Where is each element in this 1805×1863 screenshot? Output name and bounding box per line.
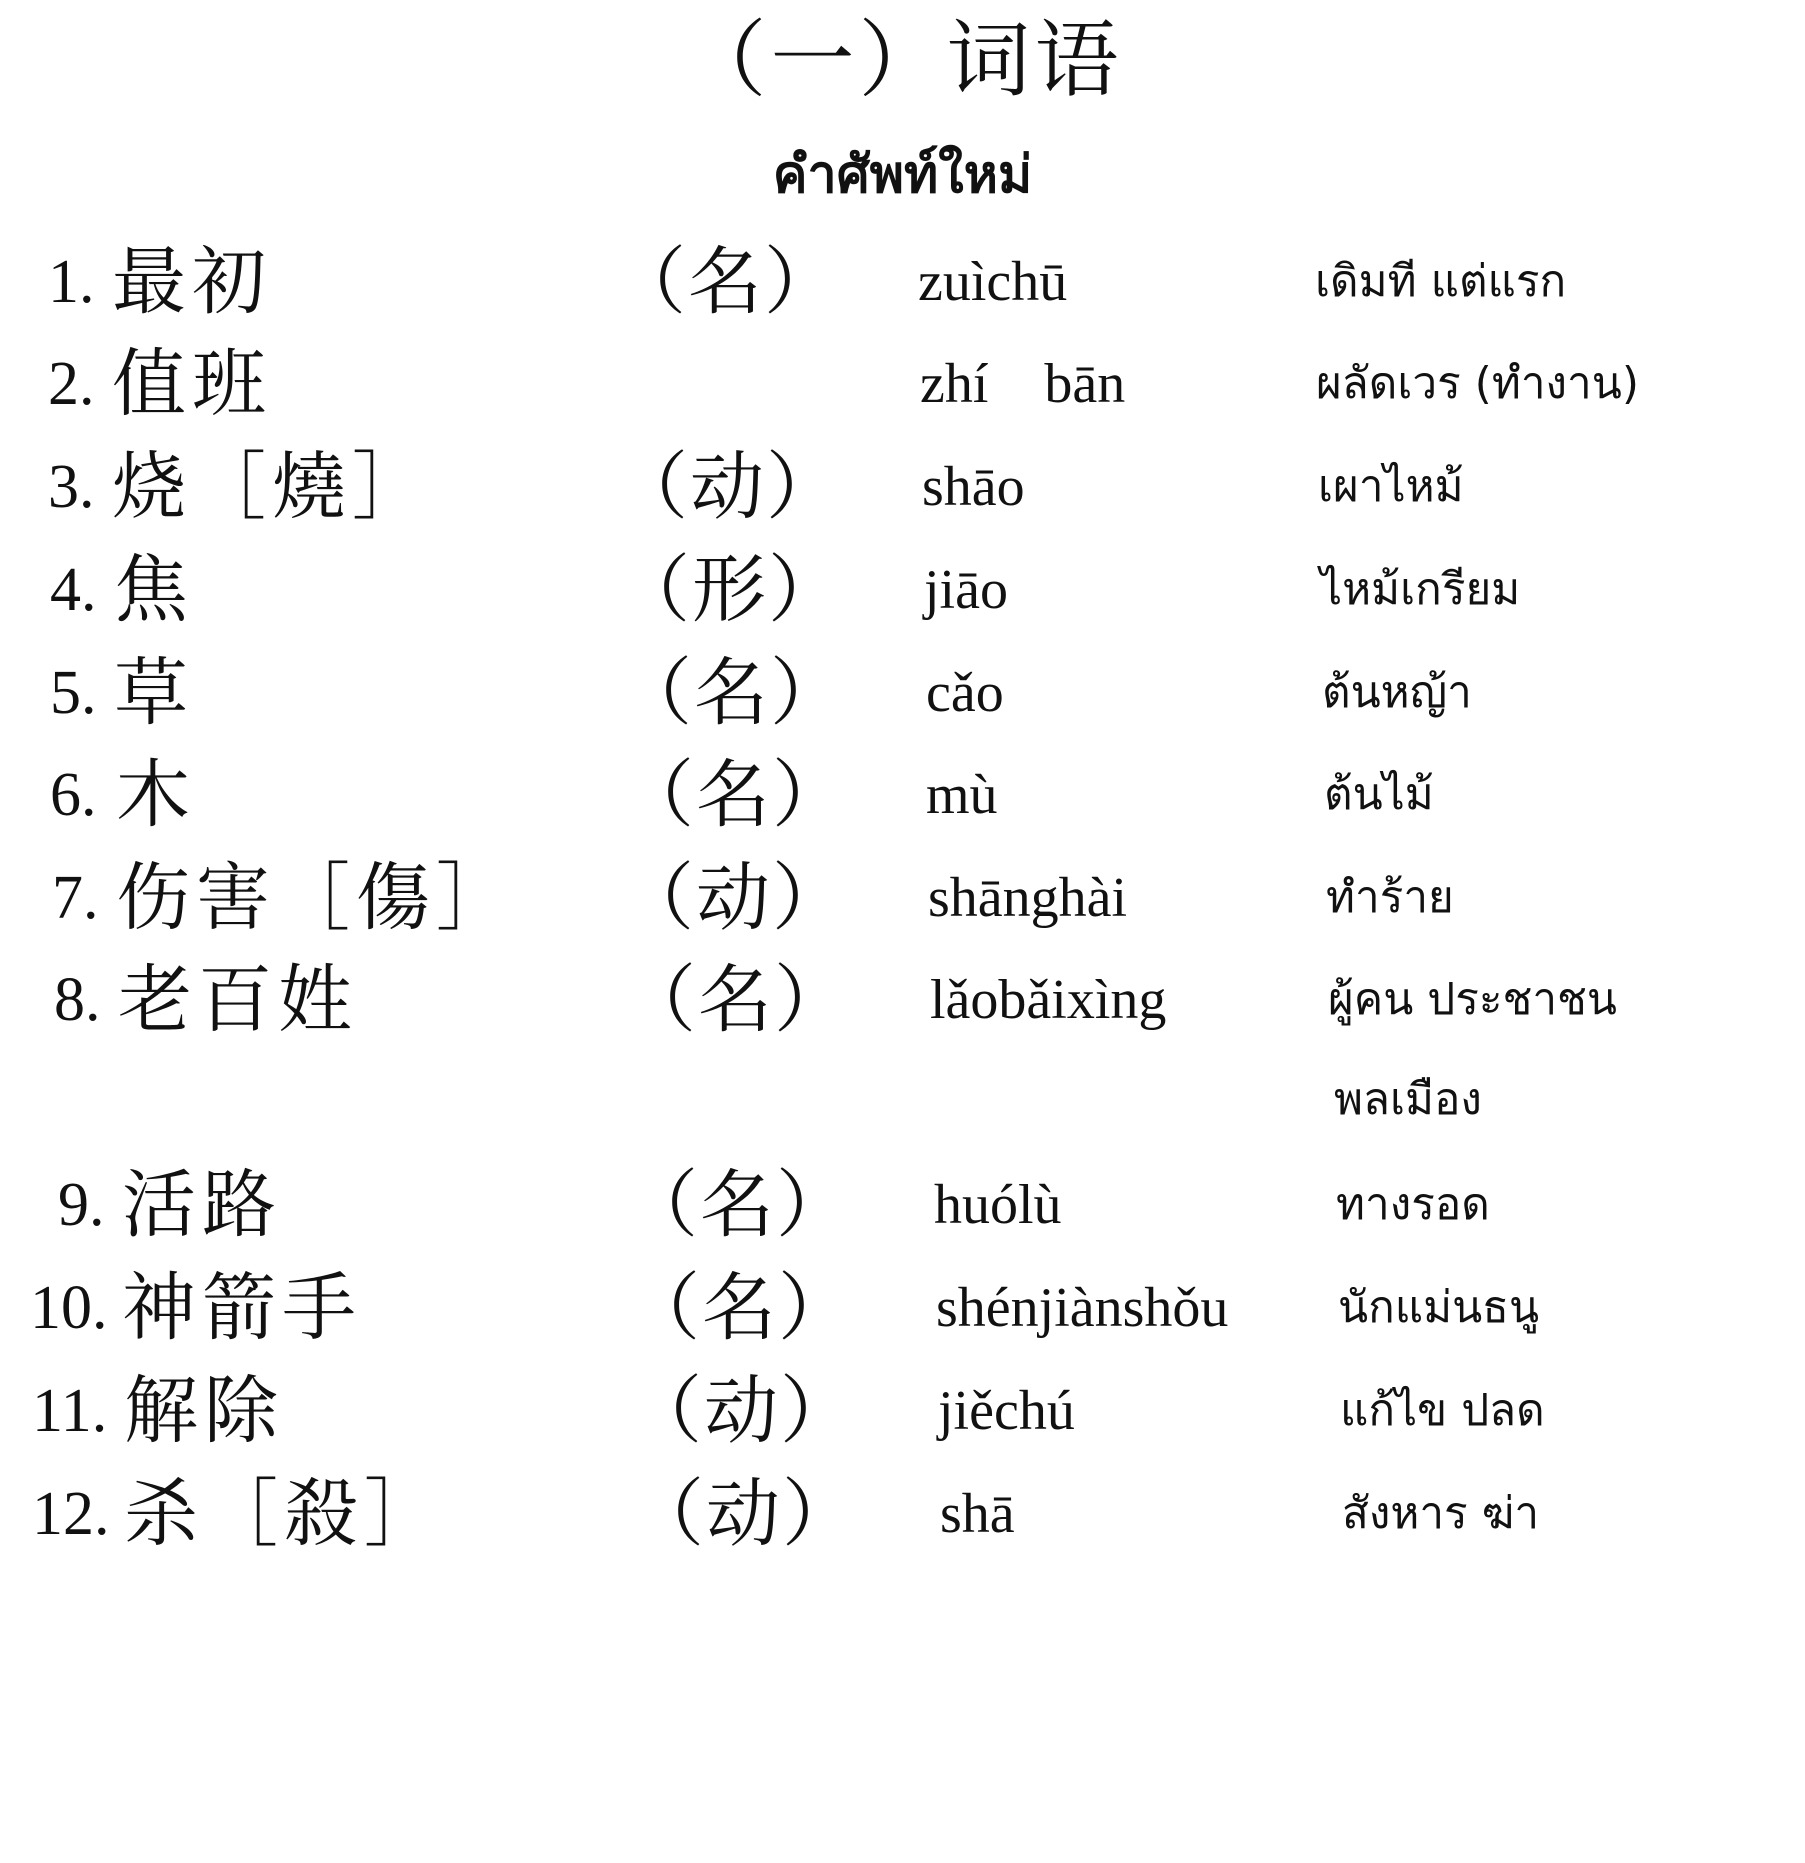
entry-part-of-speech: （名） bbox=[612, 239, 840, 325]
entry-number: 3. bbox=[48, 453, 95, 521]
entry-thai-meaning-continued: พลเมือง bbox=[1334, 1074, 1482, 1125]
vocab-entry bbox=[0, 745, 1805, 845]
entry-pinyin: cǎo bbox=[926, 662, 1004, 724]
entry-pinyin: shā bbox=[940, 1483, 1015, 1545]
entry-thai-meaning: สังหาร ฆ่า bbox=[1342, 1488, 1540, 1539]
entry-part-of-speech: （动） bbox=[614, 444, 842, 530]
entry-pinyin: shénjiànshǒu bbox=[936, 1277, 1229, 1339]
entry-thai-meaning: ต้นหญ้า bbox=[1322, 667, 1472, 718]
entry-word: 值班 bbox=[112, 341, 272, 427]
entry-number: 4. bbox=[50, 556, 97, 624]
vocab-entry bbox=[0, 540, 1805, 640]
entry-number: 10. bbox=[30, 1274, 108, 1342]
entry-thai-meaning: เผาไหม้ bbox=[1318, 461, 1464, 512]
section-title: （一）词语 bbox=[682, 11, 1123, 109]
entry-word: 活路 bbox=[122, 1162, 282, 1248]
entry-thai-meaning: ผลัดเวร (ทำงาน) bbox=[1316, 358, 1639, 409]
entry-thai-meaning: ผู้คน ประชาชน bbox=[1328, 974, 1617, 1025]
entry-word: 烧［燒］ bbox=[112, 444, 432, 530]
entry-number: 11. bbox=[32, 1377, 108, 1445]
entry-pinyin: zuìchū bbox=[918, 251, 1068, 313]
entry-number: 1. bbox=[48, 248, 95, 316]
entry-pinyin: lǎobǎixìng bbox=[930, 969, 1167, 1031]
vocab-entry bbox=[0, 232, 1805, 332]
entry-pinyin: shāo bbox=[922, 456, 1025, 518]
section-subtitle: คำศัพท์ใหม่ bbox=[772, 145, 1033, 205]
entry-word: 木 bbox=[116, 752, 196, 838]
entry-word: 神箭手 bbox=[122, 1265, 362, 1351]
entry-thai-meaning: นักแม่นธนู bbox=[1338, 1282, 1540, 1333]
vocab-entry bbox=[0, 848, 1805, 948]
entry-part-of-speech: （名） bbox=[624, 1162, 852, 1248]
entry-pinyin: shānghài bbox=[928, 867, 1128, 929]
entry-part-of-speech: （名） bbox=[620, 752, 848, 838]
entry-thai-meaning: ทางรอด bbox=[1336, 1179, 1490, 1230]
entry-number: 2. bbox=[48, 350, 95, 418]
entry-thai-meaning: เดิมที แต่แรก bbox=[1315, 256, 1567, 307]
vocab-entry bbox=[0, 643, 1805, 743]
entry-number: 6. bbox=[50, 761, 97, 829]
entry-number: 5. bbox=[50, 659, 97, 727]
entry-pinyin: huólù bbox=[934, 1174, 1062, 1236]
vocab-entry bbox=[0, 334, 1805, 434]
entry-pinyin: mù bbox=[926, 764, 998, 826]
entry-part-of-speech: （动） bbox=[620, 855, 848, 941]
vocab-entry bbox=[0, 437, 1805, 537]
entry-part-of-speech: （名） bbox=[626, 1265, 854, 1351]
entry-thai-meaning: ไหม้เกรียม bbox=[1320, 564, 1521, 615]
vocab-entry bbox=[0, 1464, 1805, 1564]
entry-part-of-speech: （形） bbox=[616, 547, 844, 633]
vocab-entry bbox=[0, 950, 1805, 1050]
entry-thai-meaning: ทำร้าย bbox=[1326, 872, 1454, 923]
entry-word: 焦 bbox=[114, 547, 194, 633]
vocab-entry bbox=[0, 1155, 1805, 1255]
entry-word: 解除 bbox=[124, 1368, 284, 1454]
entry-number: 12. bbox=[32, 1480, 110, 1548]
entry-word: 老百姓 bbox=[118, 957, 358, 1043]
entry-number: 8. bbox=[54, 966, 101, 1034]
entry-pinyin: jiāo bbox=[924, 559, 1008, 621]
entry-pinyin: jiěchú bbox=[938, 1380, 1075, 1442]
entry-part-of-speech: （名） bbox=[622, 957, 850, 1043]
vocab-entry bbox=[0, 1361, 1805, 1461]
vocab-entry bbox=[0, 1258, 1805, 1358]
entry-word: 草 bbox=[114, 650, 194, 736]
entry-word: 伤害［傷］ bbox=[116, 855, 516, 941]
entry-word: 最初 bbox=[112, 239, 272, 325]
entry-number: 9. bbox=[58, 1171, 105, 1239]
entry-pinyin: zhí bān bbox=[920, 353, 1126, 415]
entry-part-of-speech: （动） bbox=[628, 1368, 856, 1454]
entry-thai-meaning: แก้ไข ปลด bbox=[1340, 1385, 1545, 1436]
entry-thai-meaning: ต้นไม้ bbox=[1324, 769, 1434, 820]
entry-part-of-speech: （名） bbox=[618, 650, 846, 736]
entry-part-of-speech: （动） bbox=[630, 1471, 858, 1557]
entry-number: 7. bbox=[52, 864, 99, 932]
entry-word: 杀［殺］ bbox=[124, 1471, 444, 1557]
